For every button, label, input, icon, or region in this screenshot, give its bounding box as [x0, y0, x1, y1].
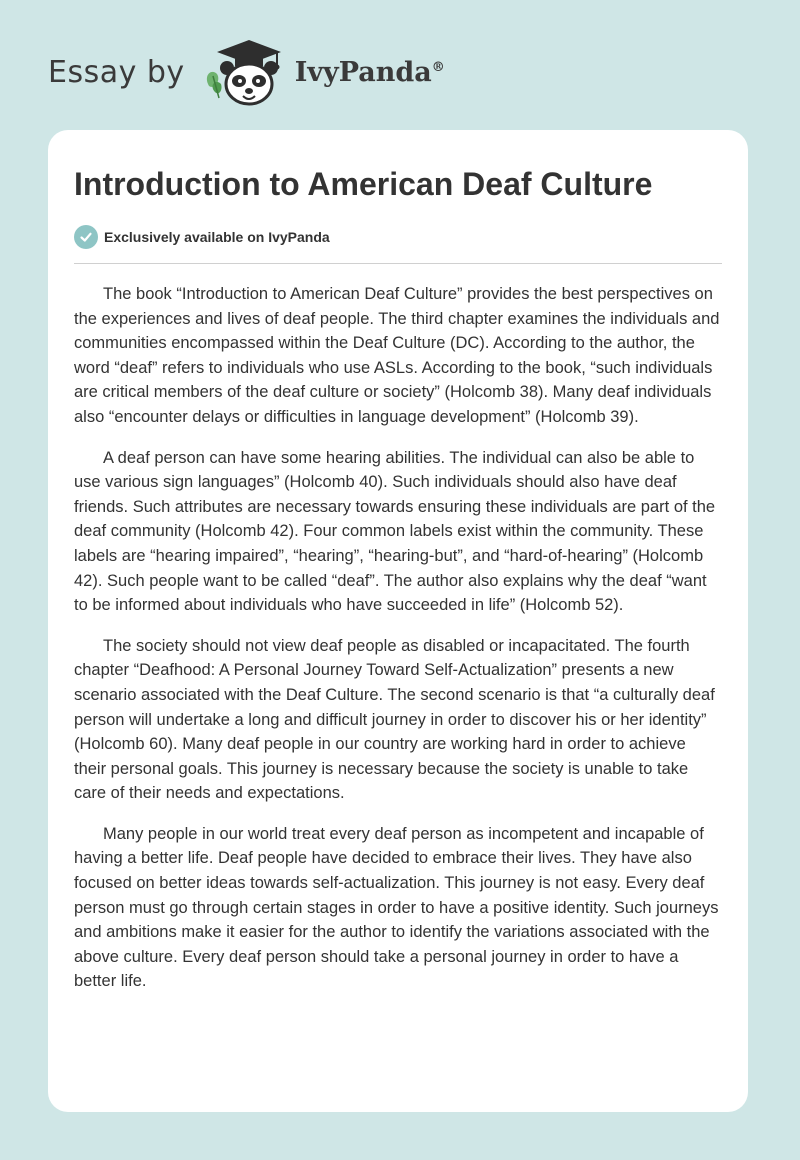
exclusive-badge-text: Exclusively available on IvyPanda [104, 229, 330, 245]
essay-body [74, 282, 722, 994]
essay-paragraph: The book “Introduction to American Deaf Culture” provides the best perspectives on the experiences and lives of deaf people. The third chapter examines the individuals and communities encompassed within the Deaf Culture (DC). According to the author, the word “deaf” refers to individuals who use ASLs. According to the book, “such individuals are critical members of the deaf culture or society” (Holcomb 38). Many deaf individuals also “encounter delays or difficulties in language development” (Holcomb 39). [74, 285, 720, 426]
essay-paragraph: Many people in our world treat every deaf person as incompetent and incapable of having a better life. Deaf people have decided to embrace their lives. They have also focused on better ideas towards self-actualization. This journey is not easy. Every deaf person must go through certain stages in order to have a positive identity. Such journeys and ambitions make it easier for the author to identify the variations associated with the above culture. Every deaf person should take a personal journey in order to have a better life. [74, 824, 719, 991]
brand-prefix: Essay by [48, 54, 185, 90]
panda-logo-icon [201, 36, 291, 108]
brand-name: IvyPanda® [294, 56, 445, 88]
check-icon [74, 225, 98, 249]
essay-paragraph: The society should not view deaf people as disabled or incapacitated. The fourth chapter “Deafhood: A Personal Journey Toward Self-Actualization” presents a new scenario associated with the Deaf Culture. The second scenario is that “a culturally deaf person will undertake a long and difficult journey in order to discover his or her identity” (Holcomb 60). Many deaf people in our country are working hard in order to achieve their personal goals. This journey is necessary because the society is unable to take care of their needs and expectations. [74, 636, 715, 803]
essay-title: Introduction to American Deaf Culture [74, 166, 653, 202]
essay-paragraph: A deaf person can have some hearing abilities. The individual can also be able to use various sign languages” (Holcomb 40). Such individuals should also have deaf friends. Such attributes are necessary towards ensuring these individuals are part of the deaf community (Holcomb 42). Four common labels exist within the community. These labels are “hearing impaired”, “hearing”, “hearing-but”, and “hard-of-hearing” (Holcomb 42). Such people want to be called “deaf”. The author also explains why the deaf “want to be informed about individuals who have succeeded in life” (Holcomb 52). [74, 448, 716, 615]
essay-card [48, 130, 748, 1112]
exclusive-badge [74, 225, 722, 249]
brand-header[interactable] [48, 36, 445, 108]
divider [74, 263, 722, 264]
checkmark-icon [79, 230, 93, 244]
registered-mark: ® [431, 59, 445, 75]
